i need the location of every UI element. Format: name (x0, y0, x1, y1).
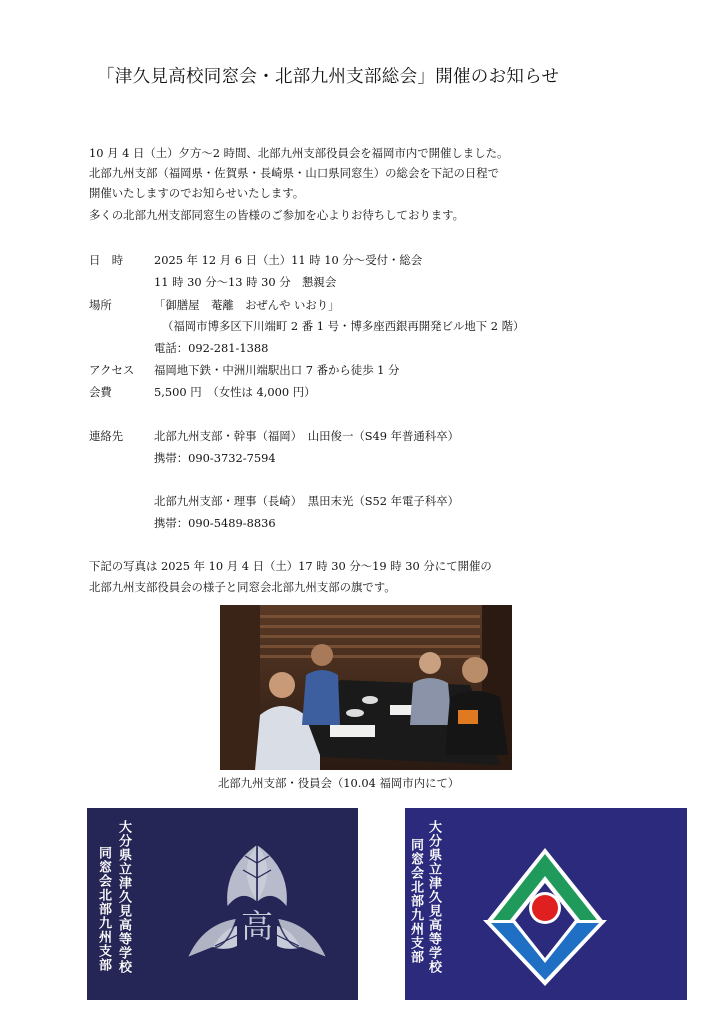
meeting-photo (220, 605, 512, 770)
access-value: 福岡地下鉄・中洲川端駅出口 7 番から徒歩 1 分 (154, 363, 400, 377)
fee-value: 5,500 円 （女性は 4,000 円） (154, 385, 316, 399)
flag-right (405, 808, 687, 1000)
flag-left (87, 808, 358, 1000)
date-line-2: 11 時 30 分～13 時 30 分 懇親会 (154, 275, 337, 289)
flag-right-text-1: 大分県立津久見高等学校 (426, 820, 441, 974)
venue-address: （福岡市博多区下川端町 2 番 1 号・博多座西銀再開発ビル地下 2 階） (162, 319, 525, 333)
contact1-line-2: 携帯：090-3732-7594 (154, 451, 276, 465)
photo-caption: 北部九州支部・役員会（10.04 福岡市内にて） (218, 776, 460, 790)
venue-phone: 電話：092-281-1388 (154, 341, 269, 355)
access-label: アクセス (89, 363, 135, 377)
flag-left-text-1: 大分県立津久見高等学校 (116, 820, 131, 974)
leaf-emblem-icon (87, 808, 358, 1000)
venue-name: 「御膳屋 菴離 おぜんや いおり」 (154, 298, 340, 312)
date-line-1: 2025 年 12 月 6 日（土）11 時 10 分～受付・総会 (154, 253, 423, 267)
fee-label: 会費 (89, 385, 112, 399)
contact2-line-1: 北部九州支部・理事（長崎） 黒田末光（S52 年電子科卒） (154, 494, 459, 508)
school-emblem-icon (405, 808, 687, 1000)
contact2-line-2: 携帯：090-5489-8836 (154, 516, 276, 530)
contact-label: 連絡先 (89, 429, 124, 443)
venue-label: 場所 (89, 298, 112, 312)
intro-line-2: 北部九州支部（福岡県・佐賀県・長崎県・山口県同窓生）の総会を下記の日程で (89, 166, 500, 180)
page-title: 「津久見高校同窓会・北部九州支部総会」開催のお知らせ (97, 67, 560, 87)
flag-left-text-2: 同窓会北部九州支部 (96, 846, 111, 972)
emblem-character: 高 (240, 907, 273, 945)
photo-intro-line-1: 下記の写真は 2025 年 10 月 4 日（土）17 時 30 分～19 時 30 分にて開催の (89, 559, 492, 573)
contact1-line-1: 北部九州支部・幹事（福岡） 山田俊一（S49 年普通科卒） (154, 429, 459, 443)
intro-line-3: 開催いたしますのでお知らせいたします。 (89, 186, 305, 200)
intro-line-1: 10 月 4 日（土）夕方～2 時間、北部九州支部役員会を福岡市内で開催しました。 (89, 146, 509, 160)
photo-intro-line-2: 北部九州支部役員会の様子と同窓会北部九州支部の旗です。 (89, 580, 396, 594)
intro-line-4: 多くの北部九州支部同窓生の皆様のご参加を心よりお待ちしております。 (89, 208, 464, 222)
date-label: 日 時 (89, 253, 124, 267)
flag-right-text-2: 同窓会北部九州支部 (408, 838, 423, 964)
